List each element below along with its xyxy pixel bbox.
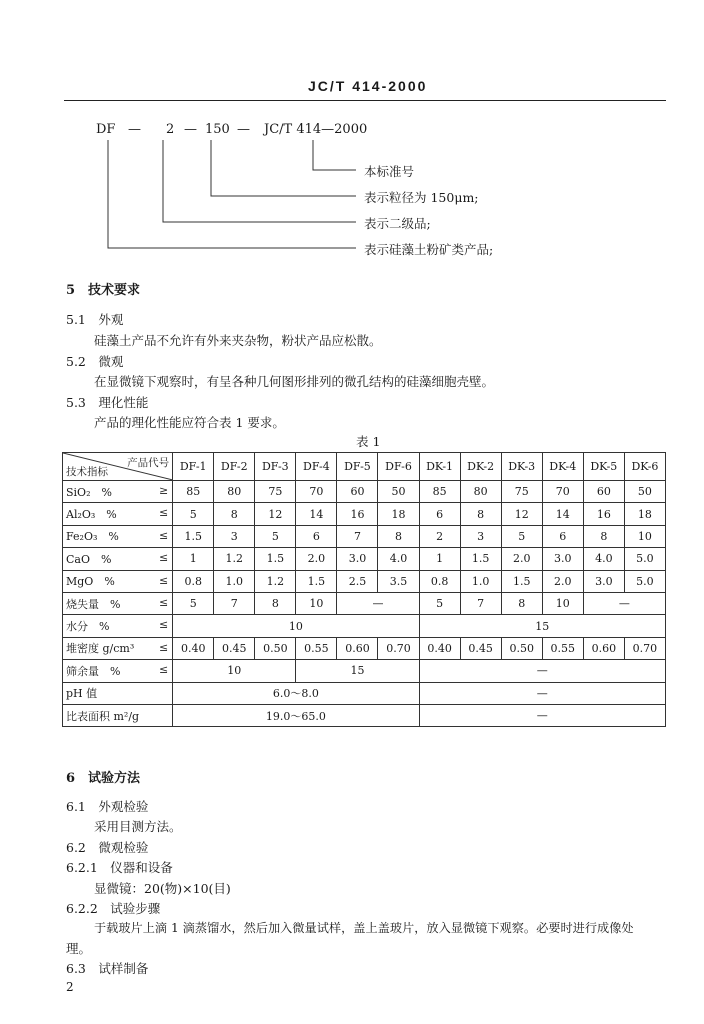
table-cell: — (419, 660, 665, 682)
table-row-area (63, 704, 666, 726)
table-header-row (63, 453, 666, 481)
section-5-1-text: 硅藻土产品不允许有外来夹杂物，粉状产品应松散。 (94, 333, 382, 348)
section-6-heading: 6 试验方法 (66, 771, 141, 786)
table-cell: 5 (419, 592, 460, 614)
table-cell: 14 (296, 503, 337, 525)
table-row-oxide (63, 481, 666, 503)
table-cell: 4.0 (583, 548, 624, 570)
table-corner-cell (63, 453, 173, 481)
designation-size: 150 (205, 122, 230, 137)
table-row-water (63, 615, 666, 637)
table-cell: 0.60 (337, 637, 378, 659)
table-cell: 7 (337, 525, 378, 547)
table-cell: 16 (583, 503, 624, 525)
table-cell: 10 (542, 592, 583, 614)
table-cell: 6.0～8.0 (173, 682, 419, 704)
section-5-2-heading: 5.2 微观 (66, 354, 124, 369)
col-header: DF-5 (337, 453, 378, 481)
table-cell: 10 (624, 525, 665, 547)
table-cell: 3.0 (583, 570, 624, 592)
table-cell: 1.2 (255, 570, 296, 592)
table-cell: 1.0 (214, 570, 255, 592)
table-row-loss (63, 592, 666, 614)
table-cell: 3 (214, 525, 255, 547)
section-6-2-heading: 6.2 微观检验 (66, 840, 149, 855)
section-6-1-text: 采用目测方法。 (94, 819, 182, 834)
table-cell: 7 (460, 592, 501, 614)
table-cell: 8 (214, 503, 255, 525)
table-cell: 1.5 (460, 548, 501, 570)
table-caption: 表 1 (356, 434, 381, 449)
table-cell: 5.0 (624, 548, 665, 570)
table-cell: 0.50 (255, 637, 296, 659)
table-row-density (63, 637, 666, 659)
col-header: DK-3 (501, 453, 542, 481)
table-cell: — (337, 592, 419, 614)
designation-dash-3: — (237, 122, 250, 137)
section-6-1-heading: 6.1 外观检验 (66, 799, 149, 814)
table-cell: 10 (173, 660, 296, 682)
table-cell: 0.8 (419, 570, 460, 592)
section-5-3-heading: 5.3 理化性能 (66, 395, 149, 410)
row-label: SiO₂ % ≥ (63, 481, 173, 503)
table-cell: 1.2 (214, 548, 255, 570)
table-cell: — (583, 592, 665, 614)
table-cell: 60 (337, 481, 378, 503)
table-cell: 70 (296, 481, 337, 503)
table-cell: 14 (542, 503, 583, 525)
table-cell: 1.5 (173, 525, 214, 547)
table-cell: 12 (255, 503, 296, 525)
designation-note-size: 表示粒径为 150μm; (364, 190, 479, 205)
row-label: Fe₂O₃ % ≤ (63, 525, 173, 547)
table-cell: 2.0 (296, 548, 337, 570)
col-header: DK-5 (583, 453, 624, 481)
table-cell: 5 (173, 503, 214, 525)
table-cell: 2.0 (542, 570, 583, 592)
table-row-oxide (63, 525, 666, 547)
table-cell: 7 (214, 592, 255, 614)
table-cell: 8 (255, 592, 296, 614)
table-cell: 18 (624, 503, 665, 525)
table-cell: 3 (460, 525, 501, 547)
table-cell: 0.40 (173, 637, 214, 659)
table-cell: 5 (501, 525, 542, 547)
designation-note-grade: 表示二级品; (364, 216, 431, 231)
section-5-heading: 5 技术要求 (66, 283, 141, 298)
row-label: 堆密度 g/cm³ ≤ (63, 637, 173, 659)
designation-grade: 2 (166, 122, 175, 137)
table-cell: 16 (337, 503, 378, 525)
section-6-2-2-heading: 6.2.2 试验步骤 (66, 901, 161, 916)
section-5-3-text: 产品的理化性能应符合表 1 要求。 (94, 415, 285, 430)
table-cell: 18 (378, 503, 419, 525)
designation-note-standard: 本标准号 (364, 164, 415, 179)
table-cell: 1 (173, 548, 214, 570)
table-row-oxide (63, 548, 666, 570)
table-cell: 3.5 (378, 570, 419, 592)
row-label: 烧失量 % ≤ (63, 592, 173, 614)
table-cell: 80 (214, 481, 255, 503)
table-cell: 2 (419, 525, 460, 547)
table-cell: 1 (419, 548, 460, 570)
table-cell: 15 (419, 615, 665, 637)
col-header: DF-1 (173, 453, 214, 481)
table-cell: 12 (501, 503, 542, 525)
table-cell: 1.5 (255, 548, 296, 570)
table-cell: 0.8 (173, 570, 214, 592)
table-cell: 0.40 (419, 637, 460, 659)
table-cell: 15 (296, 660, 419, 682)
col-header: DK-4 (542, 453, 583, 481)
table-cell: 5 (255, 525, 296, 547)
table-cell: 60 (583, 481, 624, 503)
section-5-2-text: 在显微镜下观察时，有呈各种几何图形排列的微孔结构的硅藻细胞壳壁。 (94, 374, 495, 389)
row-label: 水分 % ≤ (63, 615, 173, 637)
designation-dash-1: — (128, 122, 141, 137)
designation-df: DF (96, 122, 116, 137)
row-label: 比表面积 m²/g (63, 704, 173, 726)
table-cell: 85 (419, 481, 460, 503)
table-cell: 2.0 (501, 548, 542, 570)
col-header: DK-1 (419, 453, 460, 481)
table-cell: 1.5 (296, 570, 337, 592)
table-cell: 75 (501, 481, 542, 503)
table-cell: 50 (624, 481, 665, 503)
col-header: DF-4 (296, 453, 337, 481)
table-cell: 0.55 (542, 637, 583, 659)
table-row-oxide (63, 570, 666, 592)
designation-leader-lines (0, 0, 704, 270)
table-cell: 10 (173, 615, 419, 637)
section-6-3-heading: 6.3 试样制备 (66, 961, 149, 976)
table-cell: 5 (173, 592, 214, 614)
col-header: DF-2 (214, 453, 255, 481)
section-6-2-2-text-line1: 于载玻片上滴 1 滴蒸馏水，然后加入微量试样，盖上盖玻片，放入显微镜下观察。必要时进行成像处 (94, 921, 634, 935)
table-row-ph (63, 682, 666, 704)
table-cell: 8 (460, 503, 501, 525)
table-cell: 6 (296, 525, 337, 547)
row-label: CaO % ≤ (63, 548, 173, 570)
table-cell: 50 (378, 481, 419, 503)
table-cell: 85 (173, 481, 214, 503)
section-6-2-1-heading: 6.2.1 仪器和设备 (66, 860, 173, 875)
page-number: 2 (66, 980, 74, 994)
table-cell: 70 (542, 481, 583, 503)
row-label: MgO % ≤ (63, 570, 173, 592)
section-5-1-heading: 5.1 外观 (66, 312, 124, 327)
table-row-sieve (63, 660, 666, 682)
section-6-2-1-text: 显微镜：20(物)×10(目) (94, 881, 231, 896)
table-cell: 4.0 (378, 548, 419, 570)
row-label: 筛余量 % ≤ (63, 660, 173, 682)
table-cell: 10 (296, 592, 337, 614)
table-cell: 5.0 (624, 570, 665, 592)
col-header: DF-6 (378, 453, 419, 481)
table-cell: 3.0 (337, 548, 378, 570)
table-cell: 0.45 (460, 637, 501, 659)
table-cell: 0.55 (296, 637, 337, 659)
table-cell: 2.5 (337, 570, 378, 592)
row-label: Al₂O₃ % ≤ (63, 503, 173, 525)
corner-label-code: 产品代号 (127, 457, 170, 469)
table-cell: 8 (378, 525, 419, 547)
table-cell: 6 (542, 525, 583, 547)
row-label: pH 值 (63, 682, 173, 704)
table-cell: 0.45 (214, 637, 255, 659)
table-row-oxide (63, 503, 666, 525)
table-cell: 19.0～65.0 (173, 704, 419, 726)
col-header: DK-2 (460, 453, 501, 481)
table-cell: 0.70 (624, 637, 665, 659)
properties-table (62, 452, 666, 727)
col-header: DF-3 (255, 453, 296, 481)
table-cell: 0.70 (378, 637, 419, 659)
table-cell: 1.0 (460, 570, 501, 592)
table-cell: 8 (583, 525, 624, 547)
table-cell: 3.0 (542, 548, 583, 570)
table-cell: 0.50 (501, 637, 542, 659)
designation-note-type: 表示硅藻土粉矿类产品; (364, 242, 494, 257)
designation-standard: JC/T 414—2000 (264, 122, 368, 137)
running-header: JC/T 414-2000 (308, 78, 428, 94)
designation-dash-2: — (184, 122, 197, 137)
table-cell: 1.5 (501, 570, 542, 592)
table-cell: 75 (255, 481, 296, 503)
col-header: DK-6 (624, 453, 665, 481)
corner-label-index: 技术指标 (66, 466, 108, 478)
table-cell: 8 (501, 592, 542, 614)
table-cell: 0.60 (583, 637, 624, 659)
table-cell: 6 (419, 503, 460, 525)
table-cell: — (419, 682, 665, 704)
table-cell: 80 (460, 481, 501, 503)
section-6-2-2-text-line2: 理。 (66, 941, 92, 956)
table-cell: — (419, 704, 665, 726)
